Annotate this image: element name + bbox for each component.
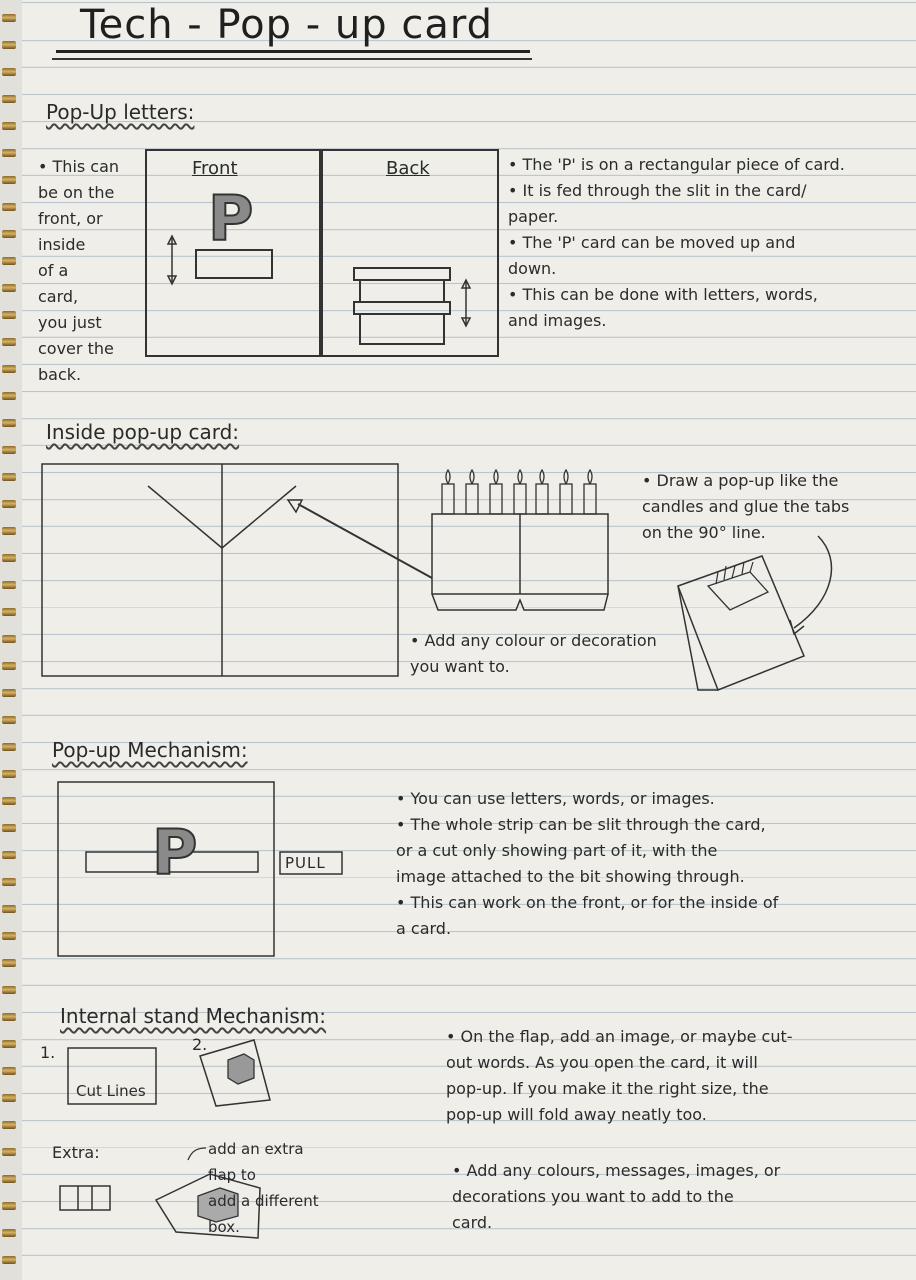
spiral-coil — [2, 1067, 16, 1075]
pull-label: PULL — [285, 854, 326, 872]
letters-left-note-line: back. — [38, 365, 82, 384]
spiral-coil — [2, 689, 16, 697]
spiral-coil — [2, 284, 16, 292]
mechanism-note-line: • This can work on the front, or for the inside of — [396, 893, 779, 912]
spiral-coil — [2, 743, 16, 751]
page-title: Tech - Pop - up card — [80, 2, 493, 48]
letters-right-note-line: down. — [508, 259, 557, 278]
extra-note-line: • Add any colours, messages, images, or — [452, 1161, 781, 1180]
spiral-coil — [2, 311, 16, 319]
spiral-coil — [2, 14, 16, 22]
spiral-coil — [2, 338, 16, 346]
step-2-label: 2. — [192, 1035, 208, 1054]
spiral-coil — [2, 1256, 16, 1264]
spiral-coil — [2, 851, 16, 859]
mechanism-note-line: or a cut only showing part of it, with the — [396, 841, 718, 860]
spiral-coil — [2, 68, 16, 76]
letters-right-note-line: • It is fed through the slit in the card/ — [508, 181, 807, 200]
spiral-coil — [2, 554, 16, 562]
extra-note-line: card. — [452, 1213, 493, 1232]
letters-right-note-line: • The 'P' card can be moved up and — [508, 233, 796, 252]
letters-left-note-line: be on the — [38, 183, 115, 202]
spiral-coil — [2, 95, 16, 103]
mechanism-note-line: image attached to the bit showing through. — [396, 867, 745, 886]
letters-left-note-line: inside — [38, 235, 86, 254]
extra-note — [452, 1158, 780, 1236]
spiral-coil — [2, 878, 16, 886]
extra-flap-note-line: flap to — [208, 1166, 256, 1184]
heading-pop-up-mechanism: Pop-up Mechanism: — [52, 738, 248, 762]
inside-right-note-line: candles and glue the tabs — [642, 497, 850, 516]
letters-right-note-line: paper. — [508, 207, 559, 226]
spiral-binding — [0, 0, 22, 1280]
extra-flap-icon — [60, 1186, 110, 1210]
spiral-coil — [2, 527, 16, 535]
extra-flap-note — [208, 1136, 319, 1240]
spiral-coil — [2, 41, 16, 49]
spiral-coil — [2, 1121, 16, 1129]
spiral-coil — [2, 149, 16, 157]
internal-note — [446, 1024, 793, 1128]
spiral-coil — [2, 176, 16, 184]
inside-bottom-note-line: • Add any colour or decoration — [410, 631, 657, 650]
spiral-coil — [2, 1094, 16, 1102]
spiral-coil — [2, 770, 16, 778]
internal-note-line: pop-up will fold away neatly too. — [446, 1105, 707, 1124]
spiral-coil — [2, 797, 16, 805]
pop-up-letter: P — [208, 182, 254, 255]
spiral-coil — [2, 1013, 16, 1021]
heading-inside-pop-up-card: Inside pop-up card: — [46, 420, 240, 444]
spiral-coil — [2, 257, 16, 265]
inside-bottom-note-line: you want to. — [410, 657, 510, 676]
spiral-coil — [2, 986, 16, 994]
extra-flap-note-line: box. — [208, 1218, 240, 1236]
spiral-coil — [2, 1202, 16, 1210]
spiral-coil — [2, 716, 16, 724]
internal-note-line: out words. As you open the card, it will — [446, 1053, 758, 1072]
inside-right-note-line: on the 90° line. — [642, 523, 766, 542]
spiral-coil — [2, 662, 16, 670]
letters-left-note-line: card, — [38, 287, 79, 306]
back-label: Back — [386, 158, 430, 179]
inside-right-note-line: • Draw a pop-up like the — [642, 471, 839, 490]
spiral-coil — [2, 932, 16, 940]
spiral-coil — [2, 608, 16, 616]
spiral-coil — [2, 1175, 16, 1183]
spiral-coil — [2, 446, 16, 454]
spiral-coil — [2, 419, 16, 427]
letters-right-note-line: and images. — [508, 311, 607, 330]
notebook-page — [22, 0, 916, 1280]
mechanism-note-line: • The whole strip can be slit through the card, — [396, 815, 766, 834]
mechanism-letter: P — [152, 816, 198, 889]
spiral-coil — [2, 122, 16, 130]
extra-note-line: decorations you want to add to the — [452, 1187, 734, 1206]
mechanism-note-line: • You can use letters, words, or images. — [396, 789, 715, 808]
letters-left-note-line: front, or — [38, 209, 103, 228]
letters-right-note-line: • The 'P' is on a rectangular piece of card. — [508, 155, 845, 174]
step-1-label: 1. — [40, 1043, 56, 1062]
spiral-coil — [2, 1040, 16, 1048]
front-label: Front — [192, 158, 238, 179]
letters-left-note-line: cover the — [38, 339, 114, 358]
heading-pop-up-letters: Pop-Up letters: — [46, 100, 195, 124]
letters-left-note-line: • This can — [38, 157, 120, 176]
letters-left-note-line: you just — [38, 313, 102, 332]
mechanism-note-line: a card. — [396, 919, 452, 938]
spiral-coil — [2, 203, 16, 211]
letters-left-note-line: of a — [38, 261, 69, 280]
internal-note-line: • On the flap, add an image, or maybe cut- — [446, 1027, 793, 1046]
spiral-coil — [2, 824, 16, 832]
extra-heading: Extra: — [52, 1143, 100, 1162]
spiral-coil — [2, 1148, 16, 1156]
letters-right-note-line: • This can be done with letters, words, — [508, 285, 818, 304]
spiral-coil — [2, 392, 16, 400]
spiral-coil — [2, 905, 16, 913]
spiral-coil — [2, 230, 16, 238]
spiral-coil — [2, 500, 16, 508]
extra-flap-note-line: add a different — [208, 1192, 319, 1210]
spiral-coil — [2, 959, 16, 967]
spiral-coil — [2, 581, 16, 589]
extra-flap-note-line: add an extra — [208, 1140, 304, 1158]
spiral-coil — [2, 1229, 16, 1237]
heading-internal-stand-mechanism: Internal stand Mechanism: — [60, 1004, 327, 1028]
spiral-coil — [2, 365, 16, 373]
internal-note-line: pop-up. If you make it the right size, the — [446, 1079, 769, 1098]
spiral-coil — [2, 473, 16, 481]
cut-lines-label: Cut Lines — [76, 1082, 146, 1100]
spiral-coil — [2, 635, 16, 643]
